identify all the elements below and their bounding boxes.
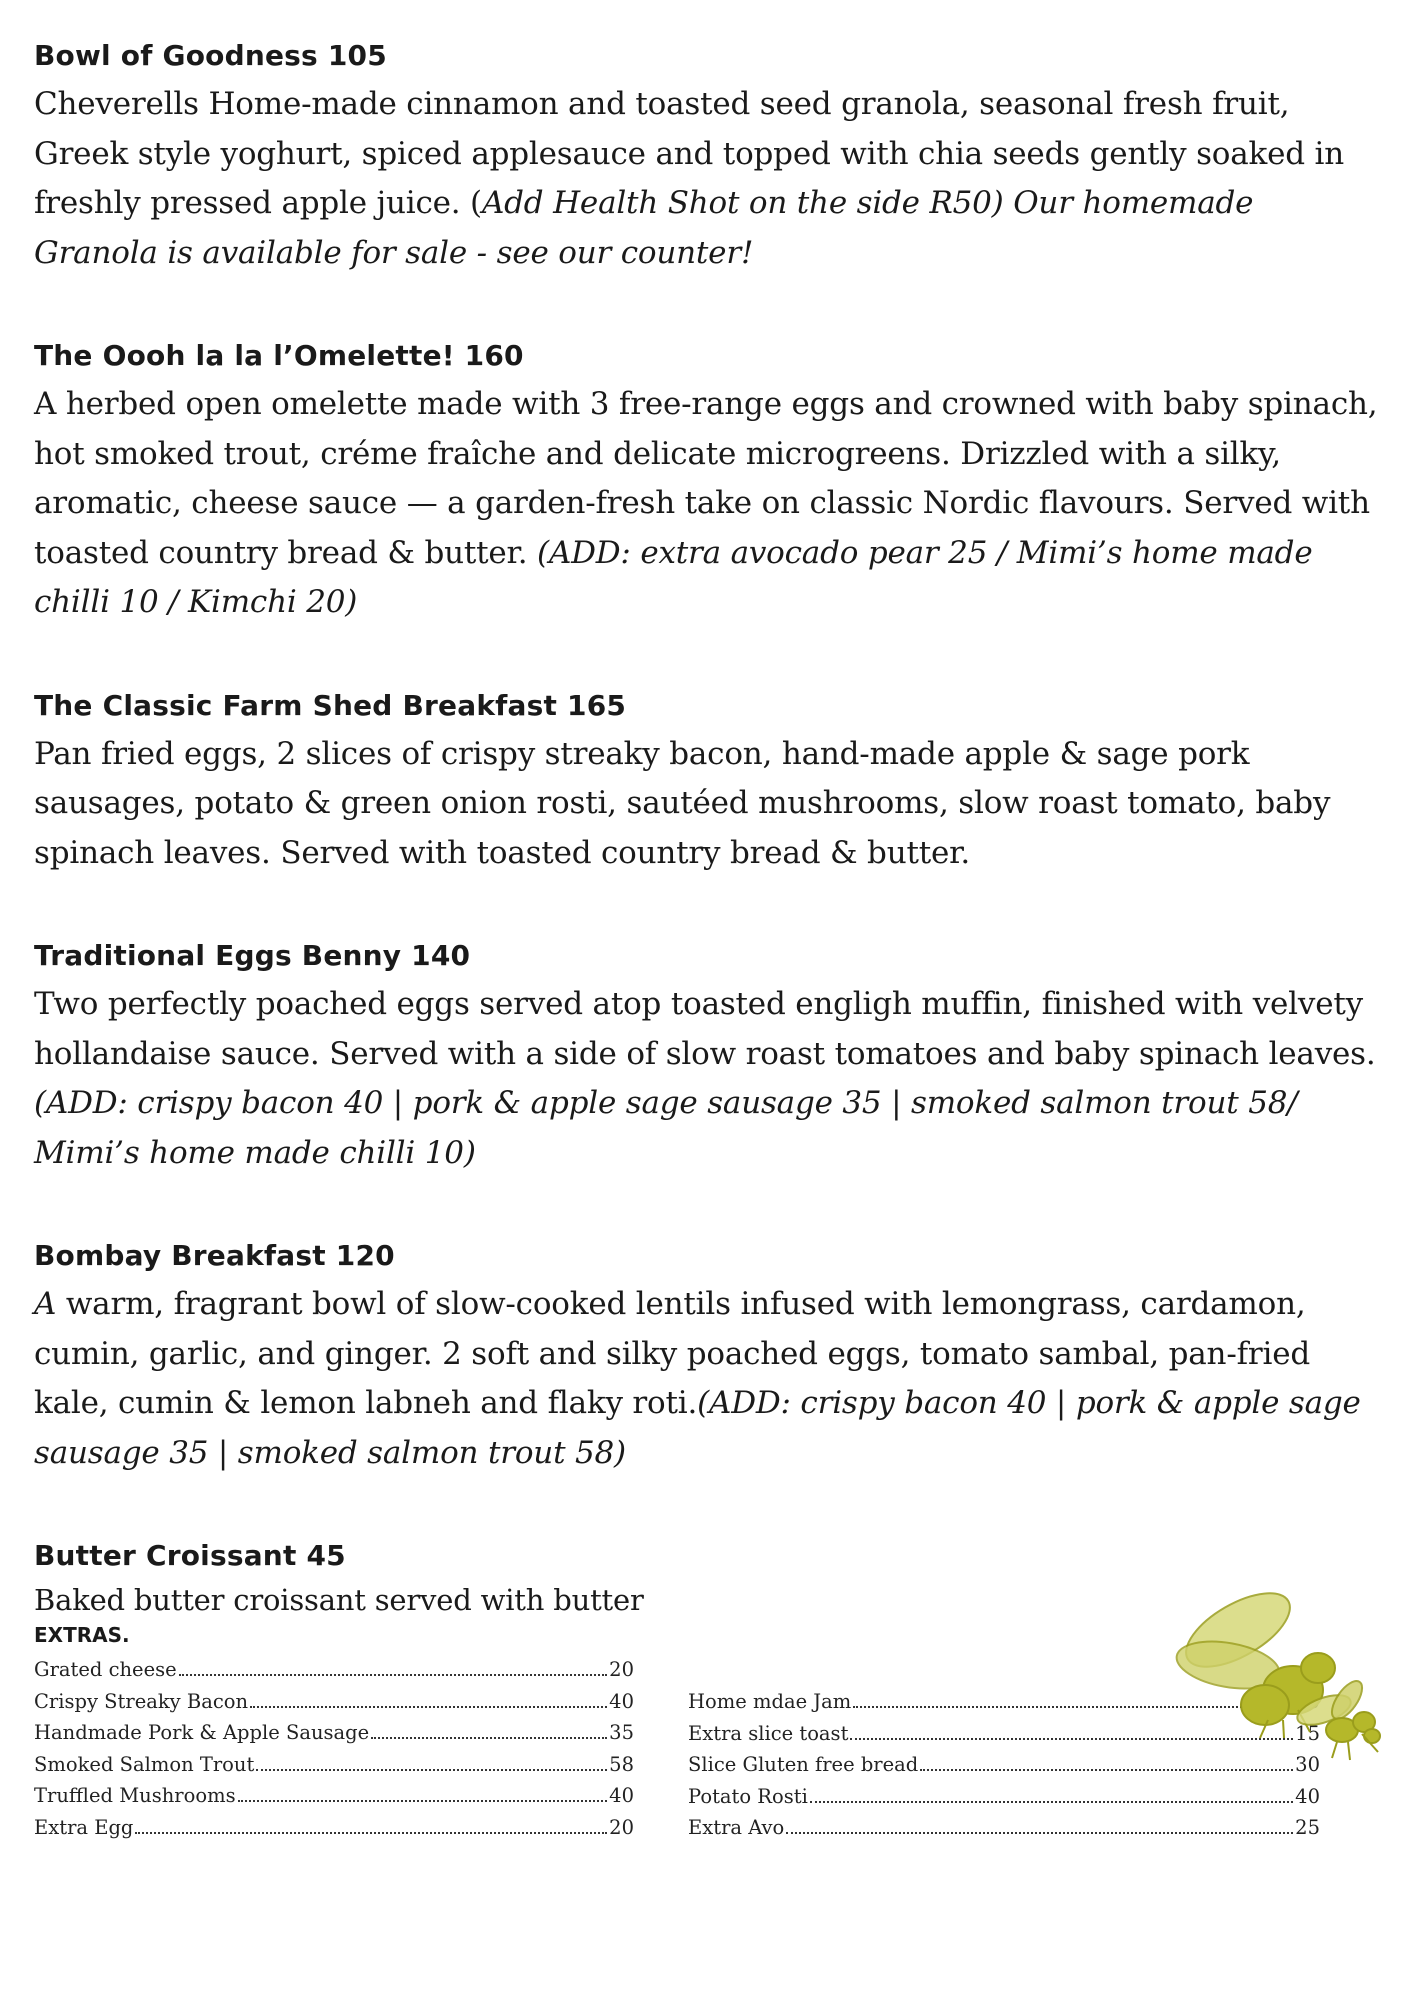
extra-price: 40: [1295, 1784, 1320, 1808]
dot-leader: [810, 1801, 1293, 1803]
extra-name: Potato Rosti: [688, 1784, 808, 1808]
description-text: warm, fragrant bowl of slow-cooked lentils infused with lemongrass, cardamon, cumin, garlic, and ginger. 2 soft and silky poached eggs, tomato sambal, pan-fried kale, cumin & lemon labneh and flaky roti.: [34, 1286, 1310, 1421]
description-text: A herbed open omelette made with 3 free-range eggs and crowned with baby spinach, hot smoked trout, créme fraîche and delicate microgreens. Drizzled with a silky, aromatic, cheese sauce — a garden-fresh take on classic Nordic flavours. Served with toasted country bread & butter.: [34, 386, 1378, 571]
item-note: (ADD: crispy bacon 40 | pork & apple sage sausage 35 | smoked salmon trout 58/ Mimi’s home made chilli 10): [34, 1085, 1298, 1171]
extra-row: [34, 1654, 634, 1686]
extra-name: Slice Gluten free bread: [688, 1753, 919, 1776]
extra-price: 20: [609, 1815, 634, 1839]
extra-row: [34, 1749, 634, 1781]
item-description: [34, 380, 1384, 628]
dot-leader: [371, 1737, 607, 1739]
extra-row: [34, 1686, 634, 1718]
item-title: Bowl of Goodness 105: [34, 39, 387, 72]
extra-name: Home mdae Jam: [688, 1690, 852, 1713]
extra-price: 40: [609, 1689, 634, 1713]
item-note: (ADD: crispy bacon 40 | pork & apple sage sausage 35 | smoked salmon trout 58): [34, 1385, 1361, 1471]
extra-row: [34, 1717, 634, 1749]
description-text: Two perfectly poached eggs served atop toasted engligh muffin, finished with velvety hollandaise sauce. Served with a side of slow roast tomatoes and baby spinach leaves.: [34, 986, 1376, 1072]
item-title: Bombay Breakfast 120: [34, 1239, 395, 1272]
extra-name: Grated cheese: [34, 1658, 177, 1681]
extra-row: [688, 1749, 1320, 1781]
extra-row: [34, 1780, 634, 1812]
item-description: [34, 1280, 1384, 1478]
description-text: Pan fried eggs, 2 slices of crispy streaky bacon, hand-made apple & sage pork sausages, potato & green onion rosti, sautéed mushrooms, slow roast tomato, baby spinach leaves. Served with toasted country bread & butter.: [34, 735, 1331, 871]
item-title: The Oooh la la l’Omelette! 160: [34, 339, 524, 372]
extra-name: Smoked Salmon Trout: [34, 1752, 255, 1776]
item-description: [34, 730, 1384, 879]
item-description: Baked butter croissant served with butter: [34, 1583, 644, 1617]
extra-price: 58: [609, 1752, 634, 1776]
menu-item-bowl-of-goodness: [34, 36, 1384, 278]
extra-price: 35: [609, 1721, 634, 1744]
extra-price: 15: [1295, 1721, 1320, 1745]
extras-heading: EXTRAS.: [34, 1623, 130, 1647]
bee-icon: [1292, 1672, 1402, 1772]
extra-price: 20: [609, 1658, 634, 1681]
extra-price: 30: [1295, 1753, 1320, 1776]
item-note: (ADD: extra avocado pear 25 / Mimi’s home made chilli 10 / Kimchi 20): [34, 534, 1313, 620]
item-description: [34, 980, 1384, 1178]
menu-item-bombay-breakfast: [34, 1236, 1384, 1478]
extra-name: Crispy Streaky Bacon: [34, 1689, 249, 1713]
dot-leader: [256, 1769, 607, 1771]
menu-item-farm-shed-breakfast: [34, 686, 1384, 879]
item-description: [34, 80, 1384, 278]
dot-leader: [786, 1832, 1293, 1834]
item-title: Traditional Eggs Benny 140: [34, 939, 471, 972]
extras-column-left: [34, 1654, 634, 1843]
extra-row: [688, 1781, 1320, 1813]
extra-name: Extra Avo: [688, 1816, 785, 1839]
extra-name: Handmade Pork & Apple Sausage: [34, 1721, 370, 1744]
description-text: Cheverells Home-made cinnamon and toasted seed granola, seasonal fresh fruit, Greek style yoghurt, spiced applesauce and topped with chia seeds gently soaked in freshly pressed apple juice. (: [34, 86, 1345, 221]
extra-price: 25: [1295, 1816, 1320, 1839]
extra-row: [688, 1812, 1320, 1844]
dot-leader: [920, 1769, 1293, 1771]
dot-leader: [135, 1832, 607, 1834]
item-title: The Classic Farm Shed Breakfast 165: [34, 688, 627, 722]
extra-price: 40: [609, 1784, 634, 1807]
dot-leader: [238, 1800, 608, 1802]
extra-name: Extra slice toast: [688, 1721, 849, 1745]
extra-name: Truffled Mushrooms: [34, 1784, 236, 1807]
dot-leader: [179, 1674, 607, 1676]
dot-leader: [250, 1706, 607, 1708]
menu-item-omelette: [34, 336, 1384, 628]
item-title: Butter Croissant 45: [34, 1539, 346, 1572]
description-lead: A: [34, 1286, 57, 1322]
extra-name: Extra Egg: [34, 1815, 134, 1839]
extra-row: [34, 1812, 634, 1844]
menu-item-eggs-benny: [34, 936, 1384, 1178]
item-note: Add Health Shot on the side R50) Our homemade Granola is available for sale - see our counter!: [34, 185, 1254, 271]
